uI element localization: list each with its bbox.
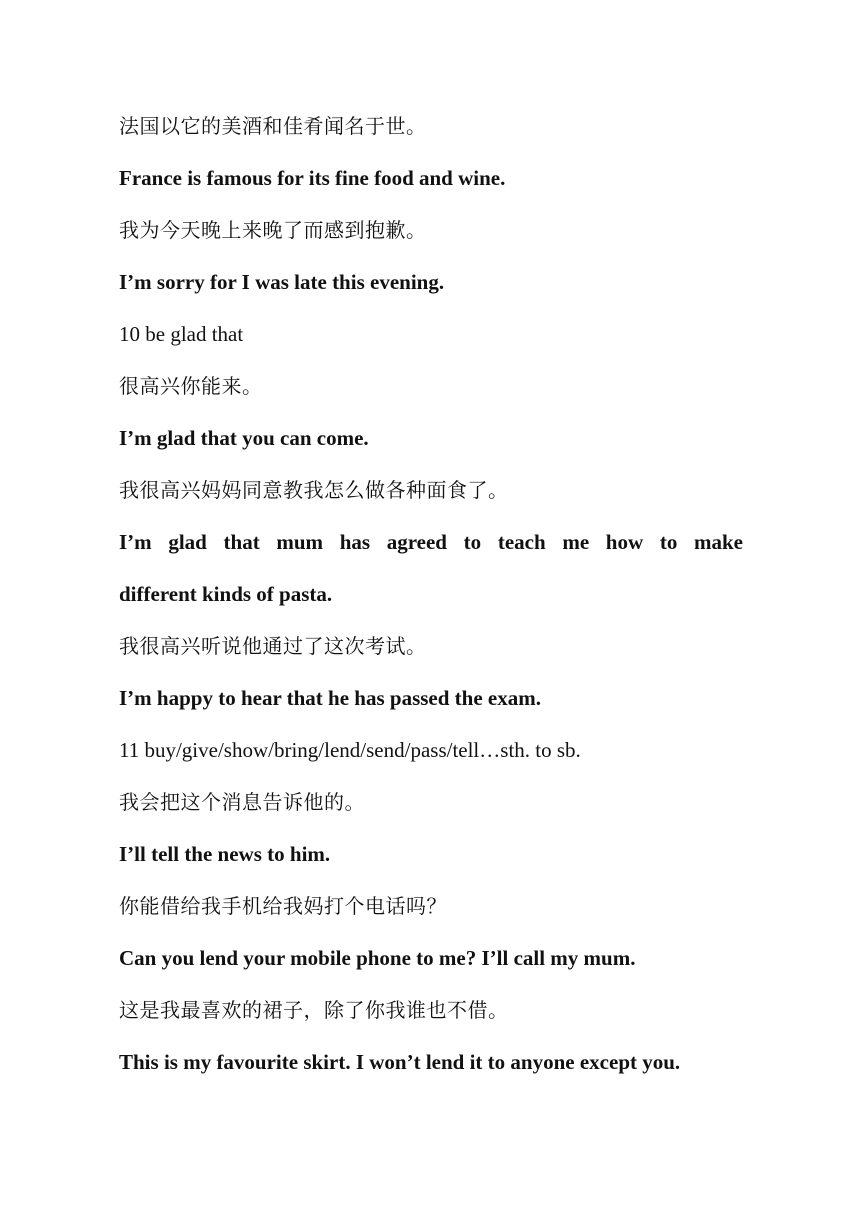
sentence-zh: 我很高兴妈妈同意教我怎么做各种面食了。 — [119, 478, 509, 502]
sentence-en: This is my favourite skirt. I won’t lend it to anyone except you. — [119, 1050, 681, 1074]
sentence-zh: 我很高兴听说他通过了这次考试。 — [119, 634, 427, 658]
sentence-en-continued: different kinds of pasta. — [119, 582, 333, 606]
sentence-zh: 你能借给我手机给我妈打个电话吗？ — [119, 894, 447, 918]
sentence-en: I’m happy to hear that he has passed the exam. — [119, 686, 541, 710]
sentence-en: I’m sorry for I was late this evening. — [119, 270, 445, 294]
sentence-zh: 我为今天晚上来晚了而感到抱歉。 — [119, 218, 427, 242]
sentence-zh: 我会把这个消息告诉他的。 — [119, 790, 365, 814]
sentence-en: France is famous for its fine food and wine. — [119, 166, 506, 190]
section-heading: 11 buy/give/show/bring/lend/send/pass/tell…sth. to sb. — [119, 738, 581, 762]
section-heading: 10 be glad that — [119, 322, 244, 346]
sentence-en: I’ll tell the news to him. — [119, 842, 331, 866]
sentence-zh: 这是我最喜欢的裙子，除了你我谁也不借。 — [119, 998, 509, 1022]
sentence-zh: 法国以它的美酒和佳肴闻名于世。 — [119, 114, 427, 138]
sentence-zh: 很高兴你能来。 — [119, 374, 263, 398]
sentence-en: Can you lend your mobile phone to me? I’ll call my mum. — [119, 946, 636, 970]
sentence-en: I’m glad that mum has agreed to teach me how to make — [119, 530, 743, 554]
sentence-en: I’m glad that you can come. — [119, 426, 369, 450]
